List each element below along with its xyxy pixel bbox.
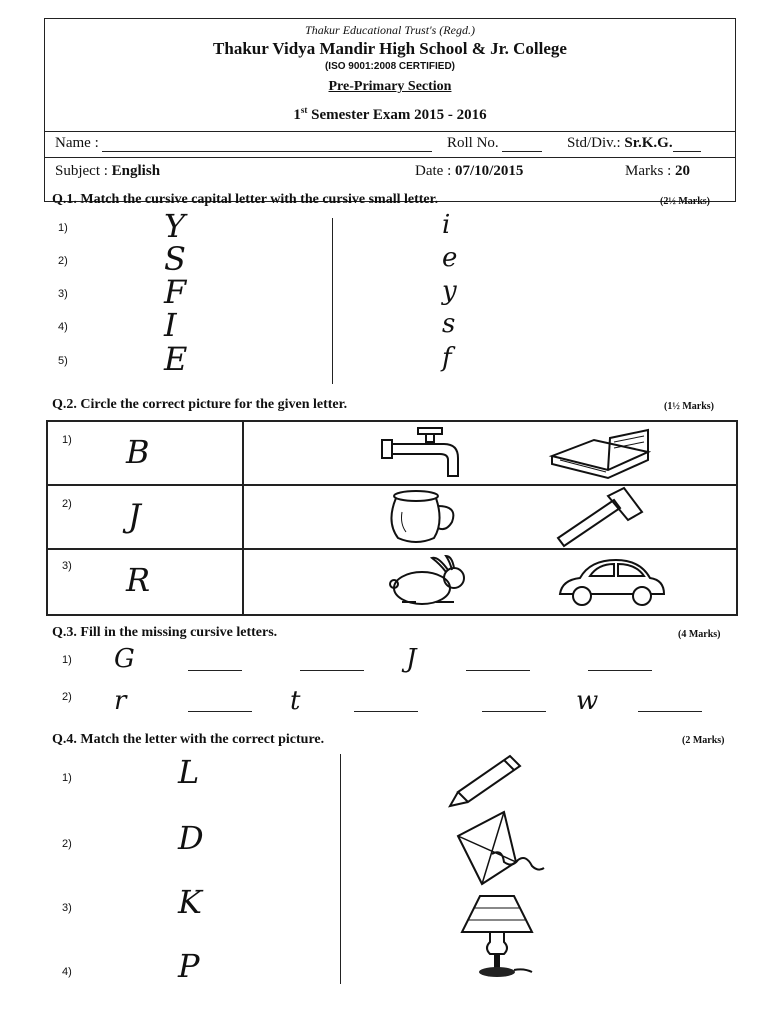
q3-letter: J [406,644,417,674]
q4-number: 2) [62,838,72,850]
kite-icon[interactable] [452,808,548,890]
exam-sheet [38,14,743,984]
q1-title: Q.1. Match the cursive capital letter with the cursive small letter. [52,192,439,207]
q2-letter: B [126,433,150,471]
exam-title: 1st Semester Exam 2015 - 2016 [293,105,487,123]
q3-letter: r [114,686,127,716]
q1-capital-letter[interactable]: I [164,306,177,344]
divider [45,157,735,158]
q1-marks: (2½ Marks) [660,196,710,207]
name-blank [102,151,432,152]
q3-blank[interactable] [482,711,546,712]
iso-certification: (ISO 9001:2008 CERTIFIED) [324,61,456,72]
q4-number: 4) [62,966,72,978]
q2-title: Q.2. Circle the correct picture for the given letter. [52,397,348,412]
q4-title: Q.4. Match the letter with the correct picture. [52,732,325,747]
q4-letter[interactable]: K [178,883,202,921]
q1-divider [332,218,333,384]
q4-marks: (2 Marks) [682,735,725,746]
lamp-icon[interactable] [454,892,540,982]
q3-blank[interactable] [466,670,530,671]
q3-blank[interactable] [638,711,702,712]
q3-letter: t [290,686,301,716]
jug-icon[interactable] [382,488,462,546]
q3-blank[interactable] [354,711,418,712]
q2-number: 3) [62,560,72,572]
date-row: Date : 07/10/2015 [415,163,524,179]
q1-capital-letter[interactable]: S [164,240,186,278]
q1-number: 5) [58,355,68,367]
q2-letter: R [126,561,151,599]
q4-number: 3) [62,902,72,914]
q4-divider [340,754,341,984]
q2-marks: (1½ Marks) [664,401,714,412]
section-title: Pre-Primary Section [328,79,452,94]
q1-small-letter[interactable]: s [442,309,456,339]
q2-number: 2) [62,498,72,510]
q3-title: Q.3. Fill in the missing cursive letters. [52,625,278,640]
std-row: Std/Div.: Sr.K.G. [567,135,701,152]
q4-letter[interactable]: L [178,753,200,791]
axe-icon[interactable] [552,486,652,548]
q4-number: 1) [62,772,72,784]
q1-number: 2) [58,255,68,267]
q1-small-letter[interactable]: y [442,276,457,306]
q3-letter: w [576,686,599,716]
roll-blank [502,151,542,152]
q3-number: 1) [62,654,72,666]
rabbit-icon[interactable] [382,554,478,610]
q3-letter: G [114,644,135,674]
trust-name: Thakur Educational Trust's (Regd.) [305,23,475,37]
tap-icon[interactable] [378,426,468,482]
q3-blank[interactable] [188,670,242,671]
pencil-icon[interactable] [444,752,528,808]
q4-letter[interactable]: P [178,947,200,985]
q3-blank[interactable] [188,711,252,712]
q1-capital-letter[interactable]: F [164,273,187,311]
q1-number: 3) [58,288,68,300]
q1-small-letter[interactable]: f [442,343,452,373]
book-icon[interactable] [548,426,658,482]
q1-small-letter[interactable]: i [442,210,451,240]
marks-row: Marks : 20 [625,163,690,179]
q2-number: 1) [62,434,72,446]
q3-blank[interactable] [300,670,364,671]
roll-row: Roll No. [447,135,542,152]
name-row: Name : [55,135,432,152]
q1-number: 4) [58,321,68,333]
q3-marks: (4 Marks) [678,629,721,640]
q3-number: 2) [62,691,72,703]
car-icon[interactable] [556,554,668,610]
q1-small-letter[interactable]: e [442,243,458,273]
q2-letter: J [128,497,141,535]
subject-row: Subject : English [55,163,161,179]
q1-capital-letter[interactable]: E [164,340,188,378]
q2-grid [46,420,738,616]
q3-blank[interactable] [588,670,652,671]
q4-letter[interactable]: D [178,819,204,857]
divider [45,131,735,132]
q1-capital-letter[interactable]: Y [164,207,186,245]
school-name: Thakur Vidya Mandir High School & Jr. College [213,39,567,58]
header-box [44,18,736,202]
q1-number: 1) [58,222,68,234]
